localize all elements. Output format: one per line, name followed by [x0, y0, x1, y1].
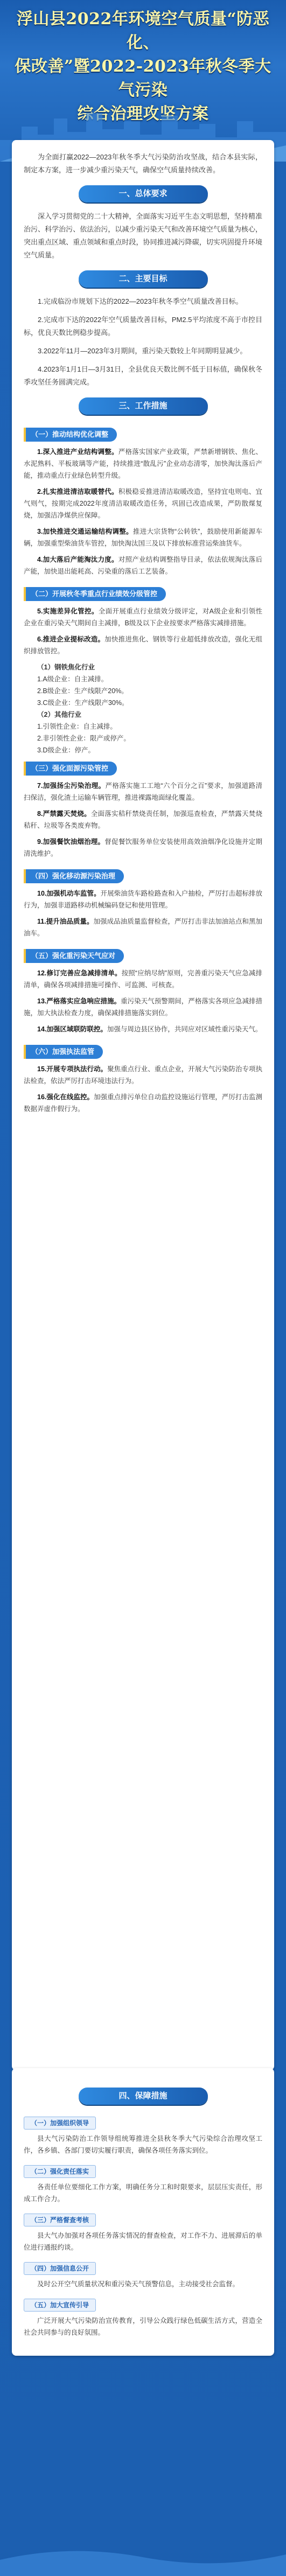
measure-item: 14.加强区域联防联控。加强与周边县区协作，共同应对区域性重污染天气。: [37, 1025, 262, 1033]
measure-item: 8.严禁露天焚烧。全面落实秸秆禁烧责任制，加强巡查检查，严禁露天焚烧秸秆、垃圾等各类废弃物。: [24, 810, 262, 829]
measure-group-heading: （四）强化移动源污染治理: [24, 869, 124, 883]
measure-item: 4.加大落后产能淘汰力度。对照产业结构调整指导目录，依法依规淘汰落后产能，加快退出能耗高、污染重的落后工艺装备。: [24, 556, 262, 575]
safeguards-card: [12, 2068, 274, 2356]
list-item: 1.A级企业：自主减排。: [37, 675, 108, 683]
goal-item: 2.完成市下达的2022年空气质量改善目标，PM2.5平均浓度不高于市控目标，优良天数比例稳步提高。: [24, 316, 262, 337]
measure-group-heading: （三）强化面源污染管控: [24, 762, 117, 776]
list-title: （2）其他行业: [37, 711, 81, 718]
footer-wave-decoration: [0, 2544, 286, 2576]
list-item: 3.D级企业：停产。: [37, 746, 95, 754]
list-item: 2.B级企业：生产线限产20%。: [37, 687, 128, 695]
measure-item: 12.修订完善应急减排清单。按照“应纳尽纳”原则，完善重污染天气应急减排清单，确保各项减排措施可操作、可监测、可核查。: [24, 969, 262, 989]
measure-item: 3.加快推进交通运输结构调整。推进大宗货物“公转铁”，鼓励使用新能源车辆，加强重型柴油货车管控，加快淘汰国三及以下排放标准营运柴油货车。: [24, 528, 262, 547]
measure-item: 5.实施差异化管控。全面开展重点行业绩效分级评定，对A级企业和引领性企业在重污染天气期间自主减排，B级及以下企业按要求严格落实减排措施。: [24, 608, 262, 627]
safeguard-tag: （五）加大宣传引导: [24, 2299, 96, 2312]
safeguard-tag: （二）强化责任落实: [24, 2165, 96, 2178]
list-title: （1）钢铁焦化行业: [37, 664, 95, 671]
section-heading-safeguards: 四、保障措施: [79, 2088, 208, 2105]
measure-item: 16.强化在线监控。加强重点排污单位自动监控设施运行管理，严厉打击监测数据弄虚作假行为。: [24, 1093, 262, 1113]
measure-group-heading: （六）加强执法监管: [24, 1045, 103, 1059]
intro-paragraph: 为全面打赢2022—2023年秋冬季大气污染防治攻坚战，结合本县实际，制定本方案，进一步减少重污染天气，确保空气质量持续改善。: [24, 153, 262, 174]
safeguards-wrapper: [12, 2068, 274, 2356]
title-banner: [0, 0, 286, 162]
goal-item: 4.2023年1月1日—3月31日，全县优良天数比例不低于目标值，确保秋冬季攻坚任务圆满完成。: [24, 365, 262, 386]
measure-item: 2.扎实推进清洁取暖替代。积极稳妥推进清洁取暖改造，坚持宜电则电、宜气则气，按期完成2022年度清洁取暖改造任务，巩固已改造成果，严防散煤复烧，加强洁净煤供应保障。: [24, 488, 262, 519]
measure-group-heading: （二）开展秋冬季重点行业绩效分级管控: [24, 587, 166, 601]
measure-group-heading: （一）推动结构优化调整: [24, 428, 117, 442]
page-title: 浮山县2022年环境空气质量“防恶化、 保改善”暨2022-2023年秋冬季大气污染 综合治理攻坚方案: [15, 10, 271, 123]
overall-paragraph: 深入学习贯彻党的二十大精神，全面落实习近平生态文明思想，坚持精准治污、科学治污、依法治污，以减少重污染天气和改善环境空气质量为核心，突出重点区域、重点领域和重点时段，协同推进减污降碳，切实巩固提升环境空气质量。: [24, 212, 262, 259]
safeguard-tag: （三）严格督查考核: [24, 2214, 96, 2226]
safeguard-paragraph: 县大气污染防治工作领导组统筹推进全县秋冬季大气污染综合治理攻坚工作，各乡镇、各部门要切实履行职责，确保各项任务落实到位。: [24, 2135, 262, 2154]
measure-item: 9.加强餐饮油烟治理。督促餐饮服务单位安装使用高效油烟净化设施并定期清洗维护。: [24, 838, 262, 857]
safeguard-tag: （一）加强组织领导: [24, 2117, 96, 2130]
measure-item: 15.开展专项执法行动。聚焦重点行业、重点企业，开展大气污染防治专项执法检查，依法严厉打击环境违法行为。: [24, 1065, 262, 1085]
safeguard-paragraph: 县大气办加强对各项任务落实情况的督查检查，对工作不力、进展滞后的单位进行通报约谈。: [24, 2232, 262, 2251]
list-item: 3.C级企业：生产线限产30%。: [37, 699, 129, 707]
safeguard-paragraph: 及时公开空气质量状况和重污染天气预警信息，主动接受社会监督。: [37, 2280, 240, 2288]
measure-item: 10.加强机动车监管。开展柴油货车路检路查和入户抽检，严厉打击超标排放行为，加强非道路移动机械编码登记和使用管理。: [24, 890, 262, 909]
list-item: 2.非引领性企业：限产或停产。: [37, 735, 130, 742]
safeguard-tag: （四）加强信息公开: [24, 2262, 96, 2275]
goal-item: 1.完成临汾市规划下达的2022—2023年秋冬季空气质量改善目标。: [38, 297, 243, 305]
measure-item: 1.深入推进产业结构调整。严格落实国家产业政策，严禁新增钢铁、焦化、水泥熟料、平板玻璃等产能，持续推进“散乱污”企业动态清零，加快淘汰落后产能，推动重点行业绿色转型升级。: [24, 448, 262, 479]
main-content-card: [12, 140, 274, 2070]
measure-group-heading: （五）强化重污染天气应对: [24, 949, 124, 963]
measure-item: 7.加强扬尘污染治理。严格落实施工工地“六个百分之百”要求，加强道路清扫保洁，强化渣土运输车辆管理，推进裸露地面绿化覆盖。: [24, 782, 262, 801]
section-heading-goals: 二、主要目标: [79, 270, 208, 288]
section-heading-measures: 三、工作措施: [79, 397, 208, 415]
safeguard-paragraph: 各责任单位要细化工作方案，明确任务分工和时限要求，层层压实责任，形成工作合力。: [24, 2183, 262, 2203]
list-item: 1.引领性企业：自主减排。: [37, 723, 117, 730]
section-heading-overall: 一、总体要求: [79, 185, 208, 203]
measure-item: 6.推进企业提标改造。加快推进焦化、钢铁等行业超低排放改造，强化无组织排放管控。: [24, 636, 262, 655]
safeguard-paragraph: 广泛开展大气污染防治宣传教育，引导公众践行绿色低碳生活方式，营造全社会共同参与的良好氛围。: [24, 2317, 262, 2336]
measure-item: 13.严格落实应急响应措施。重污染天气预警期间，严格落实各项应急减排措施，加大执法检查力度，确保减排措施落实到位。: [24, 997, 262, 1017]
goal-item: 3.2022年11月—2023年3月期间，重污染天数较上年同期明显减少。: [38, 347, 247, 355]
measure-item: 11.提升油品质量。加强成品油质量监督检查，严厉打击非法加油站点和黑加油车。: [24, 918, 262, 937]
